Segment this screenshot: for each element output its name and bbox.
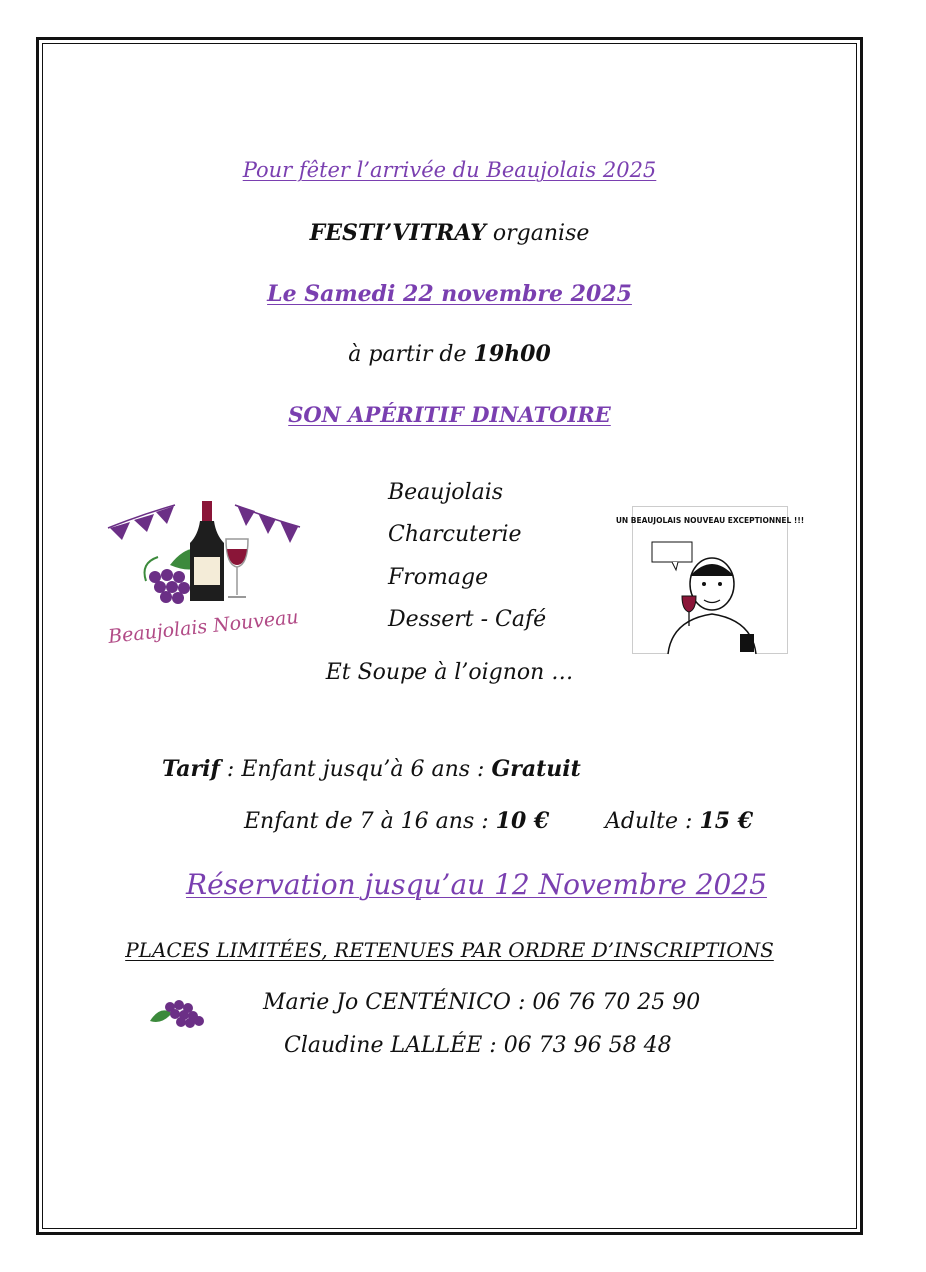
menu-extra: Et Soupe à l’oignon … — [325, 660, 574, 685]
event-date: Le Samedi 22 novembre 2025 — [267, 281, 632, 307]
pricing-line-1 — [162, 756, 581, 782]
pricing-label: Tarif — [162, 756, 220, 782]
reservation-deadline: Réservation jusqu’au 12 Novembre 2025 — [186, 868, 767, 901]
contact-item: Marie Jo CENTÉNICO : 06 76 70 25 90 — [263, 990, 701, 1015]
time-value: 19h00 — [473, 341, 551, 367]
child-label: Enfant de 7 à 16 ans : — [244, 809, 496, 834]
adult-label: Adulte : — [605, 809, 700, 834]
menu-item: Dessert - Café — [388, 607, 547, 632]
organizer-verb: organise — [485, 221, 590, 246]
menu-item: Beaujolais — [388, 480, 504, 505]
event-time — [0, 341, 899, 367]
menu-item: Charcuterie — [388, 522, 522, 547]
cartoon-caption: UN BEAUJOLAIS NOUVEAU EXCEPTIONNEL !!! — [615, 516, 805, 525]
contact-item: Claudine LALLÉE : 06 73 96 58 48 — [284, 1033, 672, 1058]
menu-item: Fromage — [388, 565, 489, 590]
child-value: 10 € — [495, 808, 550, 834]
organizer-name: FESTI’VITRAY — [309, 220, 486, 246]
cartoon-image — [615, 506, 805, 654]
child-small-label: Enfant jusqu’à 6 ans : — [241, 757, 492, 782]
organizer-line — [0, 220, 899, 246]
limited-places-notice: PLACES LIMITÉES, RETENUES PAR ORDRE D’INSCRIPTIONS — [125, 938, 774, 962]
child-small-value: Gratuit — [491, 756, 581, 782]
event-title: SON APÉRITIF DINATOIRE — [288, 402, 611, 427]
grapes-icon — [148, 995, 208, 1031]
pricing-line-3 — [605, 808, 753, 834]
adult-value: 15 € — [699, 808, 754, 834]
beaujolais-logo-image — [100, 495, 310, 650]
logo-text: Beaujolais Nouveau — [107, 606, 300, 648]
time-prefix: à partir de — [348, 342, 474, 367]
intro-line: Pour fêter l’arrivée du Beaujolais 2025 — [242, 158, 657, 182]
pricing-label-sep: : — [219, 757, 242, 782]
pricing-line-2 — [244, 808, 549, 834]
